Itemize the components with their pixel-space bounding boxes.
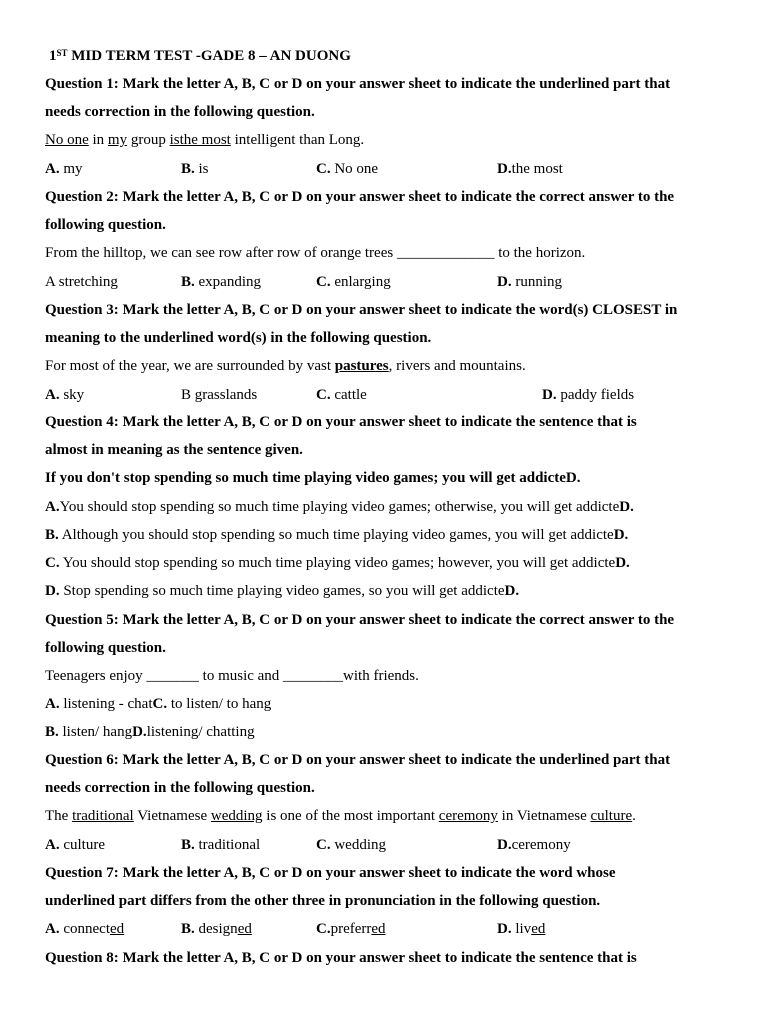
- q5-heading-line2: following question.: [45, 640, 166, 656]
- q6-options: [0, 836, 768, 854]
- q4-heading-line1: Question 4: Mark the letter A, B, C or D on your answer sheet to indicate the sentence that is: [45, 414, 637, 430]
- q4-option-a[interactable]: A.You should stop spending so much time playing video games; otherwise, you will get addicteD.: [45, 499, 634, 515]
- q4-heading-line2: almost in meaning as the sentence given.: [45, 442, 303, 458]
- q7-option-b[interactable]: B. designed: [181, 921, 252, 937]
- q3-option-d[interactable]: D. paddy fields: [542, 387, 635, 403]
- q2-heading-line1: Question 2: Mark the letter A, B, C or D on your answer sheet to indicate the correct answer to the: [45, 189, 675, 205]
- q4-option-d[interactable]: D. Stop spending so much time playing video games, so you will get addicteD.: [45, 583, 520, 599]
- q2-option-d[interactable]: D. running: [497, 274, 563, 290]
- q7-options: [0, 920, 768, 938]
- q6-option-a[interactable]: A. culture: [45, 837, 105, 853]
- q3-option-c[interactable]: C. cattle: [316, 387, 367, 403]
- q1-sentence: No one in my group isthe most intelligent than Long.: [45, 132, 365, 148]
- q2-options: [0, 273, 768, 291]
- q7-heading-line1: Question 7: Mark the letter A, B, C or D on your answer sheet to indicate the word whose: [45, 865, 616, 881]
- q1-heading-line1: Question 1: Mark the letter A, B, C or D on your answer sheet to indicate the underlined part that: [45, 76, 671, 92]
- q1-option-c[interactable]: C. No one: [316, 161, 379, 177]
- q3-options: [0, 386, 768, 404]
- q7-option-a[interactable]: A. connected: [45, 921, 125, 937]
- q5-stem: Teenagers enjoy _______ to music and ________with friends.: [45, 668, 419, 684]
- q4-stem: If you don't stop spending so much time playing video games; you will get addicteD.: [45, 470, 581, 486]
- q6-option-d[interactable]: D.ceremony: [497, 837, 571, 853]
- q2-option-a[interactable]: A stretching: [45, 274, 118, 290]
- q6-option-b[interactable]: B. traditional: [181, 837, 261, 853]
- q6-sentence: The traditional Vietnamese wedding is one of the most important ceremony in Vietnamese culture.: [45, 808, 636, 824]
- q6-heading-line2: needs correction in the following question.: [45, 780, 315, 796]
- page-title: 1ST MID TERM TEST -GADE 8 – AN DUONG: [49, 48, 351, 64]
- q2-stem: From the hilltop, we can see row after row of orange trees _____________ to the horizon.: [45, 245, 586, 261]
- q1-options: [0, 160, 768, 178]
- q3-heading-line2: meaning to the underlined word(s) in the following question.: [45, 330, 432, 346]
- q3-option-b[interactable]: B grasslands: [181, 387, 258, 403]
- q1-option-a[interactable]: A. my: [45, 161, 83, 177]
- q5-options-line2[interactable]: B. listen/ hangD.listening/ chatting: [45, 724, 255, 740]
- q5-options-line1[interactable]: A. listening - chatC. to listen/ to hang: [45, 696, 272, 712]
- q6-option-c[interactable]: C. wedding: [316, 837, 387, 853]
- q4-option-c[interactable]: C. You should stop spending so much time playing video games; however, you will get addicteD.: [45, 555, 630, 571]
- q1-option-b[interactable]: B. is: [181, 161, 209, 177]
- q4-option-b[interactable]: B. Although you should stop spending so much time playing video games, you will get addicteD.: [45, 527, 629, 543]
- q2-option-b[interactable]: B. expanding: [181, 274, 261, 290]
- q3-option-a[interactable]: A. sky: [45, 387, 85, 403]
- q7-option-d[interactable]: D. lived: [497, 921, 546, 937]
- q1-heading-line2: needs correction in the following question.: [45, 104, 315, 120]
- q8-heading-line1: Question 8: Mark the letter A, B, C or D on your answer sheet to indicate the sentence that is: [45, 950, 637, 966]
- q5-heading-line1: Question 5: Mark the letter A, B, C or D on your answer sheet to indicate the correct answer to the: [45, 612, 675, 628]
- q3-sentence: For most of the year, we are surrounded by vast pastures, rivers and mountains.: [45, 358, 526, 374]
- q1-option-d[interactable]: D.the most: [497, 161, 563, 177]
- q7-option-c[interactable]: C.preferred: [316, 921, 386, 937]
- q3-heading-line1: Question 3: Mark the letter A, B, C or D on your answer sheet to indicate the word(s) CLOSEST in: [45, 302, 678, 318]
- q6-heading-line1: Question 6: Mark the letter A, B, C or D on your answer sheet to indicate the underlined part that: [45, 752, 671, 768]
- q7-heading-line2: underlined part differs from the other three in pronunciation in the following question.: [45, 893, 601, 909]
- q2-heading-line2: following question.: [45, 217, 166, 233]
- q2-option-c[interactable]: C. enlarging: [316, 274, 391, 290]
